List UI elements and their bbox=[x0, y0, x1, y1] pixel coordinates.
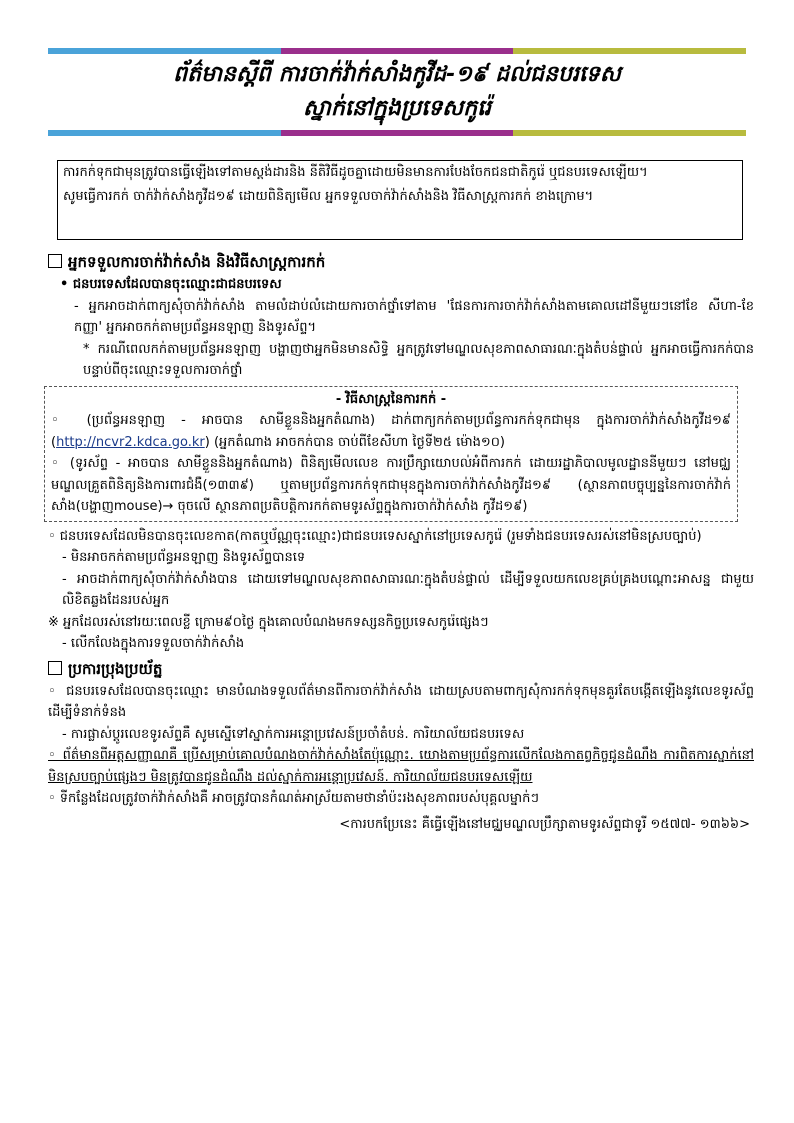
bar-segment-olive bbox=[513, 130, 746, 136]
checkbox-icon bbox=[48, 254, 62, 268]
method-box-title: - វិធីសាស្រ្តនៃការកក់ - bbox=[335, 391, 447, 407]
unregistered-line-1: - មិនអាចកក់តាមប្រព័ន្ធអនឡាញ និងទូរស័ព្ទបានទេ bbox=[62, 550, 306, 565]
unregistered-bullet: ◦ ជនបរទេសដែលមិនបានចុះលេខកាត(កាតឬប័ណ្ណចុះឈ្មោះ)ជាជនបរទេសស្នាក់នៅប្រទេសកូរ៉េ (រួមទាំងជនបរទេសរស់នៅមិនស្របច្បាប់) bbox=[48, 528, 702, 544]
reservation-method-box bbox=[44, 386, 738, 522]
intro-box bbox=[57, 160, 743, 240]
method-phone: ◦ (ទូរស័ព្ទ - អាចបាន សាមីខ្លួននិងអ្នកតំណាង) ពិនិត្យមើលលេខ ការប្រឹក្សាយោបល់អំពីការកក់ ដោយរដ្ឋាភិបាលមូលដ្ឋាននីមួយៗ នៅមជ្ឈមណ្ឌលគ្រួតពិនិត្យនិងការពារជំងឺ(១៣៣៩) ឬតាមប្រព័ន្ធការកក់ទុកជាមុនក្នុងការចាក់វ៉ាក់សាំងកូវីដ១៩ (ស្ថានភាពបច្ចុប្បន្ននៃការចាក់វ៉ាក់សាំង(បង្ហាញmouse)→ ចុចលើ ស្ថានភាពប្រតិបត្តិការកក់តាមទូរស័ព្ទក្នុងការចាក់វ៉ាក់សាំង កូវីដ១៩) bbox=[51, 456, 731, 514]
section-heading-precautions bbox=[48, 657, 754, 681]
section-heading-text: ប្រការប្រុងប្រយ័ត្ន bbox=[68, 659, 163, 678]
precaution-bullet-3: ◦ ទីកន្លែងដែលត្រូវចាក់វ៉ាក់សាំងគឺ អាចត្រូវបានកំណត់អាស្រ័យតាមថានាំប៉ះរងសុខភាពរបស់បុគ្គលម្នាក់ៗ bbox=[48, 791, 539, 806]
bar-segment-purple bbox=[281, 48, 514, 54]
title-line-1: ព័ត៌មានស្តីពី ការចាក់វ៉ាក់សាំងកូវីដ-១៩ ដល់ជនបរទេស bbox=[173, 62, 621, 87]
registered-note: * ករណីពេលកក់តាមប្រព័ន្ធអនឡាញ បង្ហាញថាអ្នកមិនមានសិទ្ធិ អ្នកត្រូវទៅមណ្ឌលសុខភាពសាធារណៈក្នុងតំបន់ផ្ទាល់ អ្នកអាចធ្វើការកក់បាន បន្ទាប់ពីចុះឈ្មោះទទួលការចាក់ថ្នាំ bbox=[83, 341, 754, 378]
method-online-text-a: ◦ (ប្រព័ន្ធអនឡាញ - អាចបាន សាមីខ្លួននិងអ្នកតំណាង) ដាក់ពាក្យកក់តាមប្រព័ន្ធការកក់ទុកជាមុន ក្នុងការចាក់វ៉ាក់សាំងកូវីដ១៩ ( bbox=[51, 413, 731, 450]
bar-segment-blue bbox=[48, 130, 281, 136]
page-title bbox=[48, 58, 746, 126]
bar-segment-olive bbox=[513, 48, 746, 54]
intro-paragraph-1: ការកក់ទុកជាមុនត្រូវបានធ្វើឡើងទៅតាមស្តង់ដារនិង នីតិវិធីដូចគ្នាដោយមិនមានការបែងចែកជនជាតិកូរ៉េ ឬជនបរទេសឡើយ។ bbox=[63, 165, 648, 180]
sub-heading-registered: • ជនបរទេសដែលបានចុះឈ្មោះជាជនបរទេស bbox=[60, 277, 282, 292]
section-heading-recipients bbox=[48, 250, 754, 274]
precaution-bullet-2: ◦ ព័ត៌មានពីអត្តសញ្ញាណគឺ ប្រើសម្រាប់គោលបំណងចាក់វ៉ាក់សាំងតែប៉ុណ្ណោះ. យោងតាមប្រព័ន្ធការលើកលែងកាតព្វកិច្ចជូនដំណឹង ការពិតការស្នាក់នៅមិនស្របច្បាប់ផ្សេងៗ មិនត្រូវបានជូនដំណឹង ដល់ស្នាក់ការអន្តោប្រវេសន៍. ការិយាល័យជនបរទេសឡើយ bbox=[48, 748, 754, 785]
main-content bbox=[48, 248, 754, 835]
title-line-2: ស្នាក់នៅក្នុងប្រទេសកូរ៉េ bbox=[302, 96, 492, 121]
reservation-site-link[interactable]: http://ncvr2.kdca.go.kr bbox=[56, 434, 205, 450]
short-stay-note: ※ អ្នកដែលរស់នៅរយៈពេលខ្លី ក្រោម៩០ថ្ងៃ ក្នុងគោលបំណងមកទស្សនកិច្ចប្រទេសកូរ៉េផ្សេងៗ bbox=[48, 614, 489, 630]
registered-info: - អ្នកអាចដាក់ពាក្យសុំចាក់វ៉ាក់សាំង តាមលំដាប់លំដោយការចាក់ថ្នាំទៅតាម 'ផែនការការចាក់វ៉ាក់សាំងតាមគោលដៅនីមួយៗនៅខែ សីហា-ខែកញ្ញា' អ្នកអាចកក់តាមប្រព័ន្ធអនឡាញ និងទូរស័ព្ទ។ bbox=[74, 298, 754, 335]
section-heading-text: អ្នកទទួលការចាក់វ៉ាក់សាំង និងវិធីសាស្រ្តការកក់ bbox=[68, 253, 326, 271]
top-color-bar bbox=[48, 48, 746, 54]
method-online bbox=[51, 410, 731, 453]
unregistered-line-2: - អាចដាក់ពាក្យសុំចាក់វ៉ាក់សាំងបាន ដោយទៅមណ្ឌលសុខភាពសាធារណៈក្នុងតំបន់ផ្ទាល់ ដើម្បីទទួលយកលេខគ្រប់គ្រងបណ្តោះអាសន្ន ជាមួយលិខិតឆ្លងដែនរបស់អ្នក bbox=[62, 571, 754, 608]
intro-paragraph-2: សូមធ្វើការកក់ ចាក់វ៉ាក់សាំងកូវីដ១៩ ដោយពិនិត្យមើល អ្នកទទួលចាក់វ៉ាក់សាំងនិង វិធីសាស្រ្តការកក់ ខាងក្រោម។ bbox=[63, 189, 594, 204]
bar-segment-blue bbox=[48, 48, 281, 54]
precaution-sub-1: - ការផ្លាស់ប្តូរលេខទូរស័ព្ទគឺ សូមស្នើទៅស្នាក់ការអន្តោប្រវេសន៍ប្រចាំតំបន់. ការិយាល័យជនបរទេស bbox=[62, 726, 525, 742]
checkbox-icon bbox=[48, 661, 62, 675]
method-online-text-b: ) (អ្នកតំណាង អាចកក់បាន ចាប់ពីខែសីហា ថ្ងៃទី២៥ ម៉ោង១០) bbox=[204, 434, 506, 450]
bottom-color-bar bbox=[48, 130, 746, 136]
bar-segment-purple bbox=[281, 130, 514, 136]
short-stay-exempt: - លើកលែងក្នុងការទទួលចាក់វ៉ាក់សាំង bbox=[62, 636, 245, 651]
precaution-bullet-1: ◦ ជនបរទេសដែលបានចុះឈ្មោះ មានបំណងទទួលព័ត៌មានពីការចាក់វ៉ាក់សាំង ដោយស្របតាមពាក្យសុំការកក់ទុកមុនគួរតែបង្កើតឡើងនូវលេខទូរស័ព្ទដើម្បីទំនាក់ទំនង bbox=[48, 683, 754, 720]
translation-footer: <ការបកប្រែនេះ គឺធ្វើឡើងនៅមជ្ឈមណ្ឌលប្រឹក្សាតាមទូរស័ព្ទជាទូរី ១៥៧៧- ១៣៦៦> bbox=[339, 816, 750, 832]
